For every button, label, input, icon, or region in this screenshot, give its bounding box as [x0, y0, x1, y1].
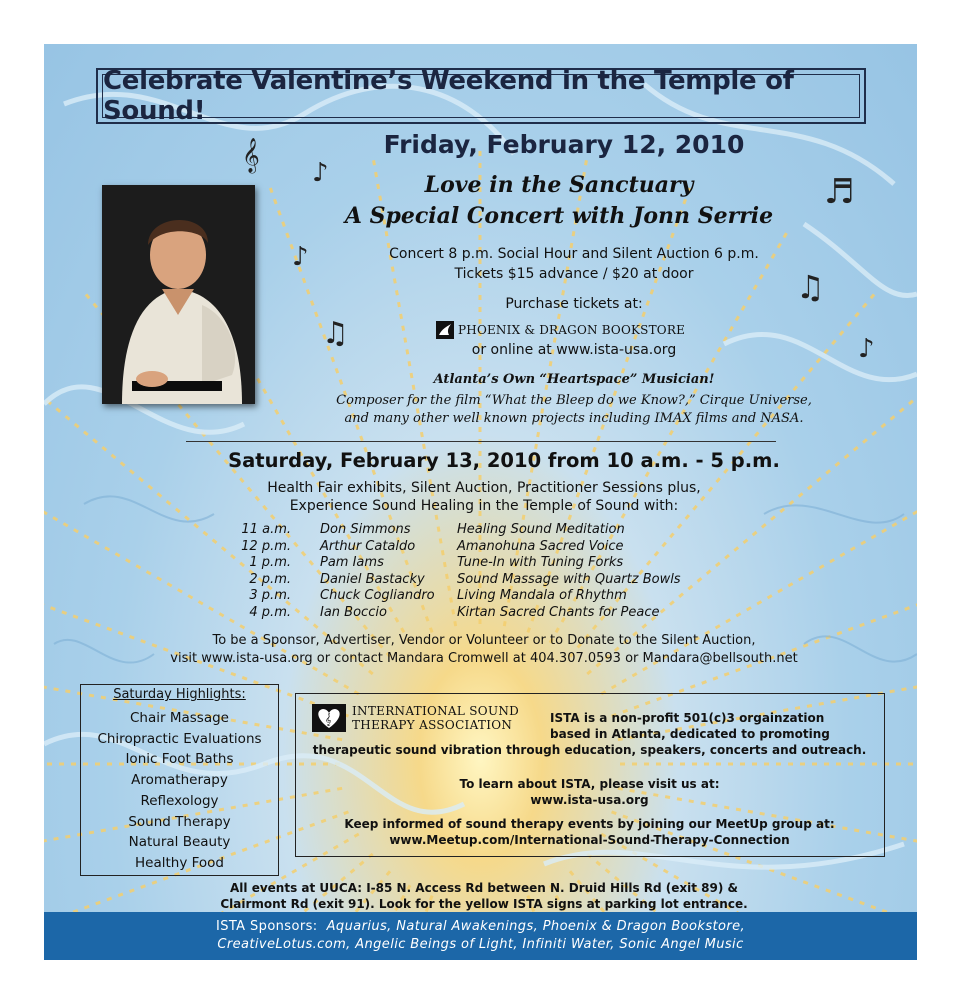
- saturday-highlights-box: [80, 684, 279, 876]
- session-title: Kirtan Sacred Chants for Peace: [457, 604, 660, 620]
- session-time: 1 p.m.: [249, 555, 291, 570]
- musician-bio-line-2: and many other well known projects including IMAX films and NASA.: [344, 411, 804, 426]
- schedule-row: [224, 539, 744, 556]
- phoenix-logo-icon: [436, 321, 454, 339]
- practitioner-name: Ian Boccio: [320, 604, 387, 620]
- saturday-intro-line-2: Experience Sound Healing in the Temple of Sound with:: [289, 498, 679, 514]
- ista-org-line-2: THERAPY ASSOCIATION: [352, 718, 513, 732]
- saturday-date: Saturday, February 13, 2010 from 10 a.m. - 5 p.m.: [228, 449, 780, 472]
- online-tickets: or online at www.ista-usa.org: [471, 342, 677, 358]
- sponsors-list-1: Aquarius, Natural Awakenings, Phoenix & Dragon Bookstore,: [326, 919, 746, 934]
- bookstore-name: PHOENIX & DRAGON BOOKSTORE: [458, 323, 686, 337]
- sponsor-call-line-2: visit www.ista-usa.org or contact Mandara Cromwell at 404.307.0593 or Mandara@bellsouth.net: [170, 651, 798, 666]
- highlight-item: Ionic Foot Baths: [125, 751, 234, 768]
- concert-title-line-1: Love in the Sanctuary: [424, 172, 694, 198]
- practitioner-name: Don Simmons: [320, 522, 411, 537]
- highlight-item: Reflexology: [140, 792, 219, 809]
- session-title: Healing Sound Meditation: [457, 522, 625, 537]
- schedule-row: [224, 555, 744, 572]
- practitioner-name: Daniel Bastacky: [320, 571, 425, 587]
- concert-title: [294, 170, 824, 232]
- ista-info-box: [295, 693, 885, 857]
- venue-line-1: All events at UUCA: I-85 N. Access Rd between N. Druid Hills Rd (exit 89) &: [230, 881, 738, 895]
- ista-desc-line-1: ISTA is a non-profit 501(c)3 orgainzation: [550, 711, 825, 725]
- music-note-icon: ♪: [292, 242, 309, 272]
- ista-learn-line-2: www.ista-usa.org: [530, 793, 649, 807]
- musician-bio-line-1: Composer for the film “What the Bleep do we Know?,” Cirque Universe,: [336, 393, 812, 408]
- schedule-row: [224, 572, 744, 589]
- session-title: Sound Massage with Quartz Bowls: [457, 571, 681, 587]
- highlight-item: Sound Therapy: [128, 813, 231, 830]
- title-frame: [96, 68, 866, 124]
- ista-desc-line-3: therapeutic sound vibration through education, speakers, concerts and outreach.: [312, 743, 867, 757]
- svg-text:𝄞: 𝄞: [325, 713, 332, 726]
- schedule-row: [224, 522, 744, 539]
- ista-meetup-line-1: Keep informed of sound therapy events by joining our MeetUp group at:: [344, 817, 835, 831]
- highlights-title: Saturday Highlights:: [113, 687, 246, 702]
- purchase-label: Purchase tickets at:: [505, 296, 643, 312]
- concert-times: Concert 8 p.m. Social Hour and Silent Auction 6 p.m.: [389, 246, 759, 262]
- sponsors-bar: [44, 912, 917, 960]
- venue-info: [144, 880, 824, 912]
- venue-line-2: Clairmont Rd (exit 91). Look for the yellow ISTA signs at parking lot entrance.: [220, 897, 748, 911]
- concert-title-line-2: A Special Concert with Jonn Serrie: [344, 203, 774, 229]
- sponsors-list-2: CreativeLotus.com, Angelic Beings of Light, Infiniti Water, Sonic Angel Music: [217, 937, 744, 952]
- music-note-icon: ♪: [858, 334, 875, 364]
- highlight-item: Chair Massage: [130, 710, 229, 726]
- highlight-item: Aromatherapy: [131, 772, 228, 789]
- session-title: Amanohuna Sacred Voice: [457, 538, 624, 554]
- event-poster: [44, 44, 917, 960]
- musician-photo: [102, 185, 255, 404]
- highlight-item: Healthy Food: [135, 854, 224, 871]
- beamed-notes-icon: ♫: [796, 268, 825, 306]
- practitioner-name: Pam Iams: [320, 555, 384, 570]
- ista-desc-line-2: based in Atlanta, dedicated to promoting: [550, 727, 830, 741]
- ticket-prices: Tickets $15 advance / $20 at door: [454, 266, 694, 282]
- session-time: 4 p.m.: [249, 604, 291, 620]
- schedule-row: [224, 605, 744, 622]
- ista-org-name: [352, 704, 519, 732]
- session-time: 11 a.m.: [241, 522, 291, 537]
- section-divider: [186, 441, 776, 442]
- ista-org-line-1: INTERNATIONAL SOUND: [352, 704, 520, 718]
- session-schedule: [224, 522, 744, 621]
- session-time: 2 p.m.: [249, 571, 291, 587]
- sponsors-label: ISTA Sponsors:: [215, 919, 318, 934]
- practitioner-name: Chuck Cogliandro: [320, 588, 435, 603]
- sponsor-call-line-1: To be a Sponsor, Advertiser, Vendor or Volunteer or to Donate to the Silent Auction,: [212, 633, 756, 648]
- session-title: Tune-In with Tuning Forks: [457, 555, 624, 570]
- schedule-row: [224, 588, 744, 605]
- highlight-item: Chiropractic Evaluations: [97, 730, 262, 747]
- music-note-icon: ♪: [312, 158, 329, 188]
- saturday-intro-line-1: Health Fair exhibits, Silent Auction, Practitioner Sessions plus,: [267, 480, 701, 496]
- ista-learn-line-1: To learn about ISTA, please visit us at:: [459, 777, 720, 791]
- beamed-notes-icon: ♫: [322, 316, 349, 351]
- sponsors-line-1: [44, 918, 917, 936]
- musician-tagline: Atlanta’s Own “Heartspace” Musician!: [433, 372, 715, 387]
- page-title: Celebrate Valentine’s Weekend in the Temple of Sound!: [103, 66, 794, 126]
- sponsors-line-2: [44, 936, 917, 954]
- ista-logo: [312, 704, 519, 732]
- friday-date: Friday, February 12, 2010: [383, 130, 745, 159]
- ista-meetup-line-2: www.Meetup.com/International-Sound-Therapy-Connection: [389, 833, 790, 847]
- beamed-notes-icon: ♬: [824, 172, 855, 212]
- session-time: 12 p.m.: [241, 538, 291, 554]
- session-time: 3 p.m.: [249, 588, 291, 603]
- sponsor-call: [104, 632, 864, 668]
- ista-heart-logo-icon: [312, 704, 346, 732]
- bookstore-logo: [436, 320, 696, 340]
- practitioner-name: Arthur Cataldo: [320, 538, 416, 554]
- highlight-item: Natural Beauty: [128, 834, 231, 851]
- session-title: Living Mandala of Rhythm: [457, 588, 627, 603]
- treble-clef-icon: 𝄞: [242, 138, 260, 173]
